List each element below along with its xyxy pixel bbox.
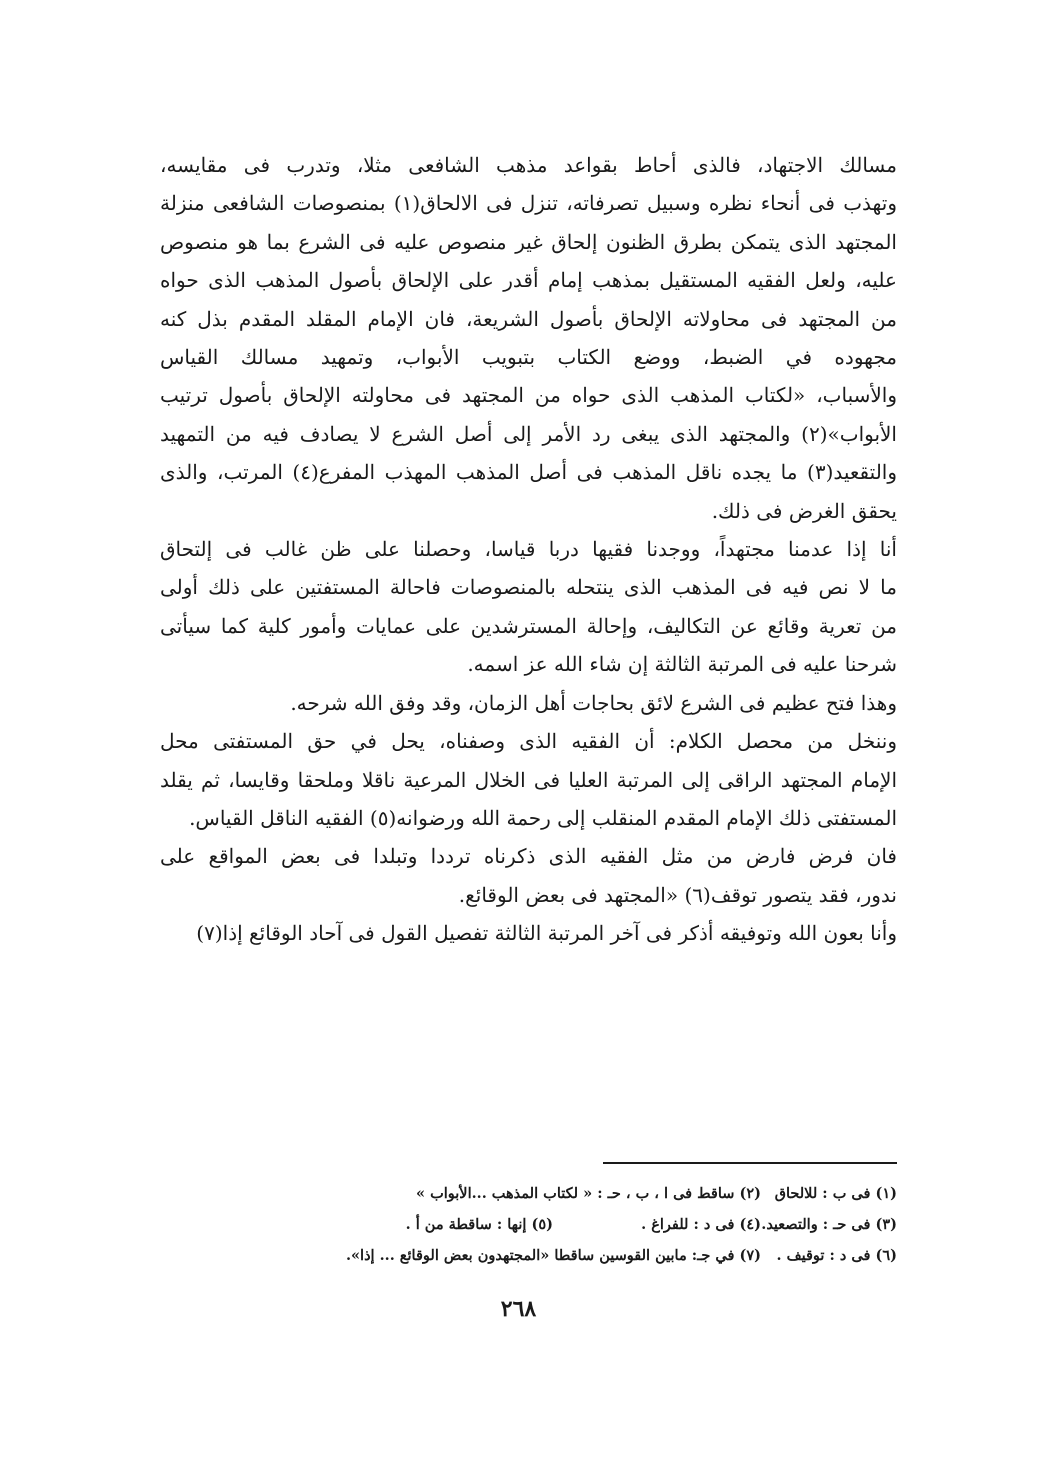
text-line: ما لا نص فيه فى المذهب الذى ينتحله بالمنصوصات فاحالة المستفتين على ذلك أولى xyxy=(160,575,897,600)
text-line: وتهذب فى أنحاء نظره وسبيل تصرفاته، تنزل فى الالحاق(١) بمنصوصات الشافعى منزلة xyxy=(160,191,897,216)
footnote-row xyxy=(160,1240,897,1271)
page-number: ٢٦٨ xyxy=(500,1296,537,1322)
footnote-4: (٤) فى د : للفراغ . xyxy=(641,1216,761,1233)
text-line: وننخل من محصل الكلام: أن الفقيه الذى وصفناه، يحل في حق المستفتى محل xyxy=(160,729,897,754)
footnote-7: (٧) في جـ: مابين القوسين ساقطا «المجتهدون بعض الوقائع ... إذا». xyxy=(345,1247,761,1264)
footnote-1: (١) فى ب : للالحاق xyxy=(774,1185,897,1202)
footnotes xyxy=(160,1178,897,1271)
text-line: الأبواب»(٢) والمجتهد الذى يبغى رد الأمر إلى أصل الشرع لا يصادف فيه من التمهيد xyxy=(160,421,897,446)
text-line: ندور، فقد يتصور توقف(٦) «المجتهد فى بعض الوقائع. xyxy=(458,882,897,907)
text-line: والأسباب، «لكتاب المذهب الذى حواه من المجتهد فى محاولته الإلحاق بأصول ترتيب xyxy=(160,383,897,408)
text-line: مسالك الاجتهاد، فالذى أحاط بقواعد مذهب الشافعى مثلا، وتدرب فى مقايسه، xyxy=(160,153,897,177)
text-line: وأنا بعون الله وتوفيقه أذكر فى آخر المرتبة الثالثة تفصيل القول فى آحاد الوقائع إذا(٧) xyxy=(196,921,897,946)
footnote-row xyxy=(160,1209,897,1240)
text-line: أنا إذا عدمنا مجتهداً، ووجدنا فقيها دربا قياسا، وحصلنا على ظن غالب فى إلتحاق xyxy=(160,537,897,562)
text-line: عليه، ولعل الفقيه المستقيل بمذهب إمام أقدر على الإلحاق بأصول المذهب الذى حواه xyxy=(160,268,897,293)
text-line: من المجتهد فى محاولاته الإلحاق بأصول الشريعة، فان الإمام المقلد المقدم بذل كنه xyxy=(160,306,897,331)
footnote-2: (٢) ساقط فى ا ، ب ، حـ : « لكتاب المذهب ...الأبواب » xyxy=(415,1185,761,1202)
footnote-6: (٦) فى د : توقيف . xyxy=(776,1247,897,1264)
text-line: الإمام المجتهد الراقى إلى المرتبة العليا فى الخلال المرعية ناقلا وملحقا وقايسا، ثم يقلد xyxy=(160,767,898,792)
text-line: يحقق الغرض فى ذلك. xyxy=(711,498,897,523)
text-line: من تعرية وقائع عن التكاليف، وإحالة المسترشدين على عمايات وأمور كلية كما سيأتى xyxy=(160,613,897,638)
text-line: المستفتى ذلك الإمام المقدم المنقلب إلى رحمة الله ورضوانه(٥) الفقيه الناقل القياس. xyxy=(189,805,897,830)
footnote-row xyxy=(160,1178,897,1209)
footnote-divider xyxy=(603,1162,897,1164)
text-line: فان فرض فارض من مثل الفقيه الذى ذكرناه ترددا وتبلدا فى بعض المواقع على xyxy=(160,844,897,869)
footnote-5: (٥) إنها : ساقطة من أ . xyxy=(405,1216,553,1233)
footnote-3: (٣) فى حـ : والتصعيد. xyxy=(761,1216,897,1233)
body-text xyxy=(160,146,897,953)
text-line: مجهوده في الضبط، ووضع الكتاب بتبويب الأبواب، وتمهيد مسالك القياس xyxy=(160,345,897,370)
text-line: والتقعيد(٣) ما يجده ناقل المذهب فى أصل المذهب المهذب المفرع(٤) المرتب، والذى xyxy=(160,460,898,485)
text-line: وهذا فتح عظيم فى الشرع لائق بحاجات أهل الزمان، وقد وفق الله شرحه. xyxy=(290,690,897,715)
text-line: شرحنا عليه فى المرتبة الثالثة إن شاء الله عز اسمه. xyxy=(467,652,897,677)
text-line: المجتهد الذى يتمكن بطرق الظنون إلحاق غير منصوص عليه فى الشرع بما هو منصوص xyxy=(160,229,897,254)
